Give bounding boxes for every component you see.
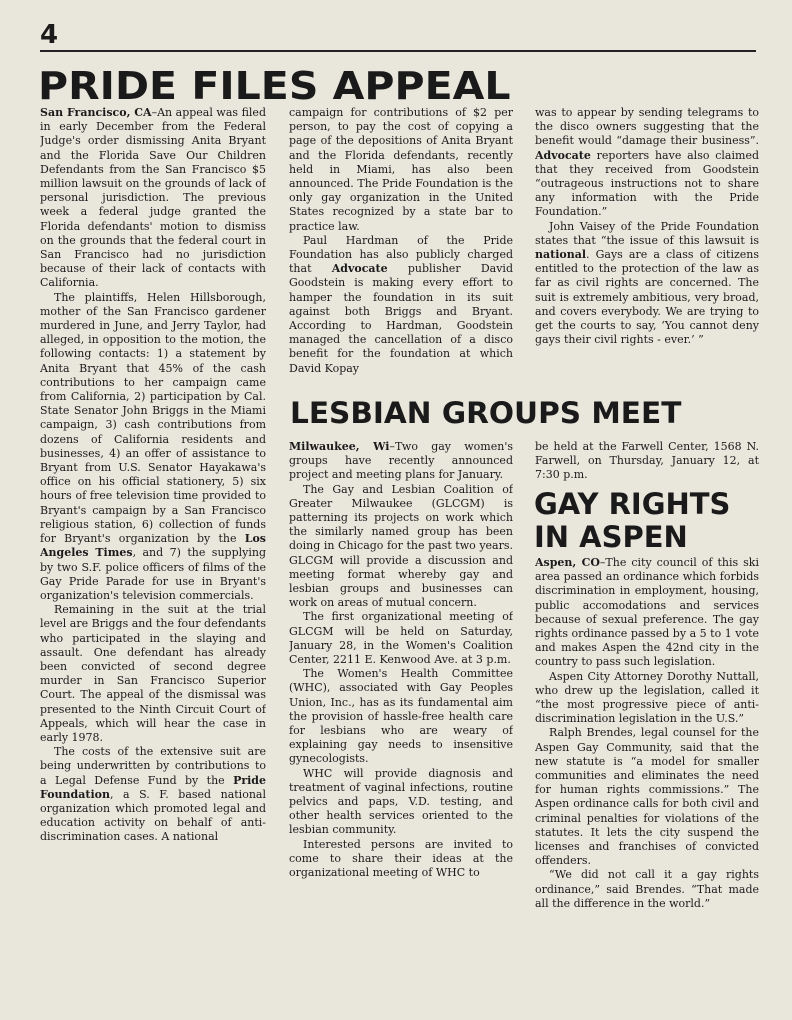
article-paragraph: “We did not call it a gay rights ordinance,” said Brendes. “That made all the difference in the world.” [535, 868, 759, 910]
headline-pride-files-appeal: PRIDE FILES APPEAL [38, 64, 511, 108]
article-paragraph: Ralph Brendes, legal counsel for the Aspen Gay Community, said that the new statute is “a model for smaller communities and eliminates the need for human rights commissions.” The Aspen ordinance calls for both civil and criminal penalties for violations of the statutes. It lets the city suspend the licenses and franchises of convicted offenders. [535, 726, 759, 868]
article-paragraph: Paul Hardman of the Pride Foundation has also publicly charged that Advocate publisher David Goodstein is making every effort to hamper the foundation in its suit against both Briggs and Bryant. According to Hardman, Goodstein managed the cancellation of a disco benefit for the foundation at which David Kopay [289, 233, 513, 375]
headline-lesbian-groups-meet: LESBIAN GROUPS MEET [290, 396, 682, 430]
page-number: 4 [40, 20, 59, 50]
article-paragraph: San Francisco, CA–An appeal was filed in early December from the Federal Judge's order dismissing Anita Bryant and the Florida Save Our Children Defendants from the San Francisco $5 million lawsuit on the grounds of lack of personal jurisdiction. The previous week a federal judge granted the Florida defendants' motion to dismiss on the grounds that the federal court in San Francisco had no jurisdiction because of their lack of contacts with California. [40, 106, 266, 290]
article-paragraph: WHC will provide diagnosis and treatment of vaginal infections, routine pelvics and paps, V.D. testing, and other health services oriented to the lesbian community. [289, 766, 513, 837]
lesbian-article-column-2 [535, 440, 759, 486]
article-paragraph: Aspen, CO–The city council of this ski area passed an ordinance which forbids discrimination in employment, housing, public accomodations and services because of sexual preference. The gay rights ordinance passed by a 5 to 1 vote and makes Aspen the 42nd city in the country to pass such legislation. [535, 556, 759, 669]
article-paragraph: The Gay and Lesbian Coalition of Greater Milwaukee (GLCGM) is patterning its projects on work which the similarly named group has been doing in Chicago for the past two years. GLCGM will provide a discussion and meeting format whereby gay and lesbian groups and businesses can work on areas of mutual concern. [289, 482, 513, 610]
pride-article-column-1 [40, 106, 266, 990]
article-paragraph: Remaining in the suit at the trial level are Briggs and the four defendants who participated in the slaying and assault. One defendant has already been convicted of second degree murder in San Francisco Superior Court. The appeal of the dismissal was presented to the Ninth Circuit Court of Appeals, which will hear the case in early 1978. [40, 603, 266, 744]
article-paragraph: The costs of the extensive suit are being underwritten by contributions to a Legal Defense Fund by the Pride Foundation, a S. F. based national organization which promoted legal and education activity on behalf of anti-discrimination cases. A national [40, 745, 266, 844]
dateline: San Francisco, CA [40, 106, 152, 119]
article-paragraph: was to appear by sending telegrams to the disco owners suggesting that the benefit would “damage their business”. Advocate reporters have also claimed that they received from Goodstein “outrageous instructions not to share any information with the Pride Foundation.” [535, 106, 759, 219]
article-paragraph: John Vaisey of the Pride Foundation states that “the issue of this lawsuit is national. Gays are a class of citizens entitled to the protection of the law as far as civil rights are concerned. The suit is extremely ambitious, very broad, and covers everybody. We are trying to get the courts to say, ‘You cannot deny gays their civil rights - ever.’ ” [535, 219, 759, 347]
headline-gay-rights-in-aspen: GAY RIGHTS IN ASPEN [534, 487, 731, 554]
dateline: Aspen, CO [535, 556, 600, 569]
article-paragraph: The Women's Health Committee (WHC), associated with Gay Peoples Union, Inc., has as its fundamental aim the provision of hassle-free health care for lesbians who are weary of explaining gay needs to insensitive gynecologists. [289, 667, 513, 766]
header-rule [40, 50, 756, 52]
aspen-article [535, 556, 759, 990]
pride-article-column-3 [535, 106, 759, 396]
article-paragraph: Milwaukee, Wi–Two gay women's groups have recently announced project and meeting plans for January. [289, 440, 513, 482]
article-paragraph: Interested persons are invited to come to share their ideas at the organizational meeting of WHC to [289, 837, 513, 880]
article-paragraph: Aspen City Attorney Dorothy Nuttall, who drew up the legislation, called it “the most progressive piece of anti-discrimination legislation in the U.S.” [535, 669, 759, 726]
article-paragraph: campaign for contributions of $2 per person, to pay the cost of copying a page of the depositions of Anita Bryant and the Florida defendants, recently held in Miami, has also been announced. The Pride Foundation is the only gay organization in the United States recognized by a state bar to practice law. [289, 106, 513, 233]
article-paragraph: The first organizational meeting of GLCGM will be held on Saturday, January 28, in the Women's Coalition Center, 2211 E. Kenwood Ave. at 3 p.m. [289, 610, 513, 667]
lesbian-article-column-1 [289, 440, 513, 990]
pride-article-column-2 [289, 106, 513, 396]
article-paragraph: The plaintiffs, Helen Hillsborough, mother of the San Francisco gardener murdered in June, and Jerry Taylor, had alleged, in opposition to the motion, the following contacts: 1) a statement by Anita Bryant that 45% of the cash contributions to her campaign came from California, 2) participation by Cal. State Senator John Briggs in the Miami campaign, 3) cash contributions from dozens of California residents and businesses, 4) an offer of assistance to Bryant from U.S. Senator Hayakawa's office on his official stationery, 5) six hours of free television time provided to Bryant's campaign by a San Francisco religious station, 6) collection of funds for Bryant's organization by the Los Angeles Times, and 7) the supplying by two S.F. police officers of films of the Gay Pride Parade for use in Bryant's organization's television commercials. [40, 290, 266, 602]
dateline: Milwaukee, Wi [289, 440, 390, 453]
article-paragraph: be held at the Farwell Center, 1568 N. Farwell, on Thursday, January 12, at 7:30 p.m. [535, 440, 759, 482]
